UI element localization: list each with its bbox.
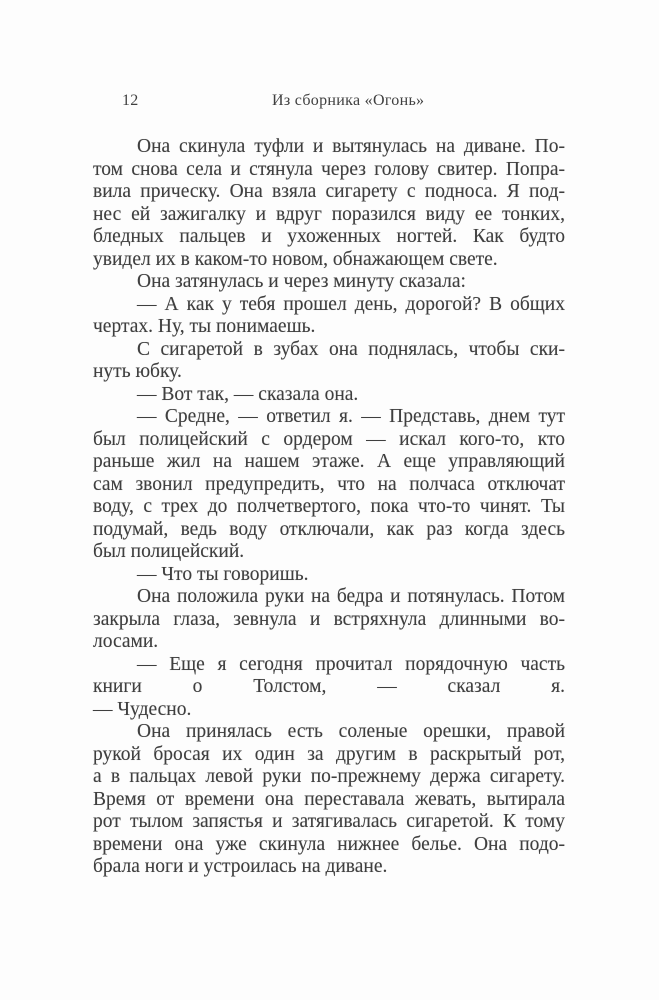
text-line: Она затянулась и через минуту сказала: [137, 271, 466, 292]
text-line: подумай, ведь воду отключали, как раз когда здесь [93, 518, 565, 540]
paragraph [93, 339, 565, 384]
paragraph [93, 384, 565, 407]
text-line: бледных пальцев и ухоженных ногтей. Как будто [93, 226, 565, 247]
paragraph [93, 564, 565, 587]
text-line: вила прическу. Она взяла сигарету с подноса. Я под- [93, 181, 565, 202]
text-line: Время от времени она переставала жевать, вытирала [93, 788, 565, 810]
text-line: чертах. Ну, ты понимаешь. [93, 316, 316, 337]
text-line: раньше жил на нашем этаже. А еще управляющий [93, 451, 565, 472]
text-line: С сигаретой в зубах она поднялась, чтобы ски- [137, 338, 565, 360]
text-line: а в пальцах левой руки по-прежнему держа сигарету. [93, 766, 565, 787]
text-line: — Чудесно. [93, 698, 192, 720]
text-line: — Средне, — ответил я. — Представь, днем тут [137, 406, 565, 427]
paragraph [93, 271, 565, 294]
text-line: — А как у тебя прошел день, дорогой? В общих [137, 293, 565, 315]
text-line: рот тылом запястья и затягивалась сигаретой. К тому [93, 811, 565, 832]
paragraph [93, 294, 565, 339]
text-line: сам звонил предупредить, что на полчаса отключат [93, 473, 565, 495]
text-line: времени она уже скинула нижнее белье. Она подо- [93, 833, 565, 855]
paragraph [93, 136, 565, 271]
text-line: лосами. [93, 631, 159, 652]
text-line: — Что ты говоришь. [137, 563, 309, 585]
text-line: нуть юбку. [93, 361, 182, 382]
text-line: Она положила руки на бедра и потянулась. Потом [137, 586, 565, 607]
text-line: том снова села и стянула через голову свитер. Попра- [93, 158, 565, 180]
paragraph [93, 586, 565, 654]
paragraph [93, 406, 565, 564]
running-title: Из сборника «Огонь» [272, 92, 425, 109]
text-line: Она принялась есть соленые орешки, правой [137, 721, 565, 742]
page-header [0, 93, 659, 111]
paragraph [93, 654, 565, 722]
text-line: Она скинула туфли и вытянулась на диване. По- [137, 136, 565, 157]
page-body [93, 136, 565, 879]
text-line: книги о Толстом, — сказал я. [93, 676, 565, 697]
text-line: — Еще я сегодня прочитал порядочную часть [137, 653, 565, 675]
page-number: 12 [122, 92, 139, 109]
text-line: рукой бросая их один за другим в раскрытый рот, [93, 743, 565, 765]
text-line: брала ноги и устроилась на диване. [93, 856, 388, 877]
text-line: воду, с трех до полчетвертого, пока что-то чинят. Ты [93, 496, 565, 517]
text-line: — Вот так, — сказала она. [137, 383, 359, 405]
text-line: закрыла глаза, зевнула и встряхнула длинными во- [93, 608, 565, 630]
text-line: увидел их в каком-то новом, обнажающем свете. [93, 248, 498, 270]
text-line: был полицейский. [93, 541, 245, 562]
text-line: был полицейский с ордером — искал кого-то, кто [93, 428, 565, 450]
text-line: нес ей зажигалку и вдруг поразился виду ее тонких, [93, 203, 565, 225]
paragraph [93, 721, 565, 879]
